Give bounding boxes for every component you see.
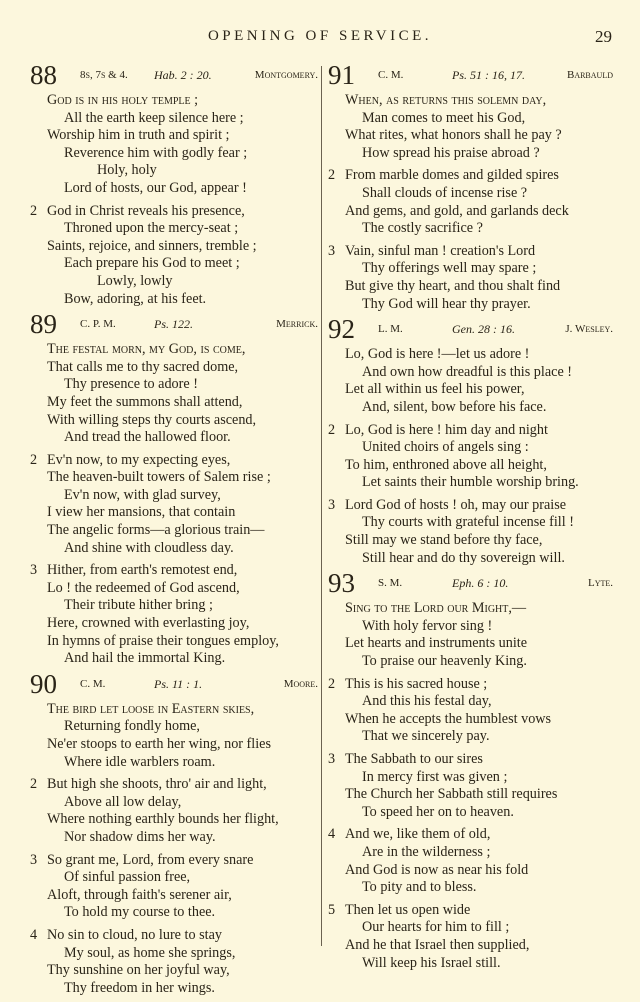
verse-line xyxy=(30,487,318,505)
verse-text: Where idle warblers roam. xyxy=(64,753,216,770)
verse-text: Thy freedom in her wings. xyxy=(64,979,215,996)
verse-text: And tread the hallowed floor. xyxy=(64,429,231,446)
verse-text: Saints, rejoice, and sinners, tremble ; xyxy=(47,237,257,254)
verse-line xyxy=(30,962,318,980)
verse-line xyxy=(328,532,613,550)
verse-line xyxy=(30,273,318,291)
hymn-number: 91 xyxy=(328,60,355,90)
stanza-number: 2 xyxy=(30,776,38,793)
hymn-author: J. Wesley. xyxy=(565,323,613,336)
stanza-number: 2 xyxy=(328,421,336,438)
verse-line xyxy=(328,243,613,261)
verse-text: So grant me, Lord, from every snare xyxy=(47,851,254,868)
verse-line xyxy=(328,514,613,532)
verse-text: And shine with cloudless day. xyxy=(64,539,234,556)
verse-text: And own how dreadful is this place ! xyxy=(362,363,573,380)
verse-line xyxy=(30,220,318,238)
verse-text: Lo, God is here !—let us adore ! xyxy=(345,346,530,363)
verse-line xyxy=(30,376,318,394)
verse-text: Thy offerings well may spare ; xyxy=(362,260,537,277)
running-head xyxy=(0,28,640,48)
verse-text: All the earth keep silence here ; xyxy=(64,109,244,126)
stanza-number: 2 xyxy=(30,202,38,219)
verse-text: Sing to the Lord our Might,— xyxy=(345,600,527,617)
hymn-author: Lyte. xyxy=(587,577,613,590)
verse-line xyxy=(30,754,318,772)
verse-text: My feet the summons shall attend, xyxy=(47,393,243,410)
verse-line xyxy=(30,869,318,887)
verse-line xyxy=(328,474,613,492)
stanza-number: 4 xyxy=(328,826,336,843)
verse-text: But give thy heart, and thou shalt find xyxy=(345,277,561,294)
verse-line xyxy=(30,110,318,128)
stanza xyxy=(328,751,613,821)
verse-line xyxy=(30,633,318,651)
verse-text: How spread his praise abroad ? xyxy=(362,144,540,161)
verse-text: Ev'n now, to my expecting eyes, xyxy=(47,451,231,468)
verse-line xyxy=(328,862,613,880)
verse-text: Aloft, through faith's serener air, xyxy=(47,886,232,903)
verse-text: No sin to cloud, no lure to stay xyxy=(47,926,222,943)
stanza xyxy=(30,927,318,997)
verse-line xyxy=(328,804,613,822)
verse-text: What rites, what honors shall he pay ? xyxy=(345,127,562,144)
verse-text: Thy presence to adore ! xyxy=(64,376,198,393)
verse-line xyxy=(328,635,613,653)
stanza-number: 3 xyxy=(30,562,38,579)
verse-text: To him, enthroned above all height, xyxy=(345,456,547,473)
verse-text: From marble domes and gilded spires xyxy=(345,167,559,184)
verse-line xyxy=(30,255,318,273)
verse-line xyxy=(30,394,318,412)
verse-line xyxy=(328,600,613,618)
verse-text: Let saints their humble worship bring. xyxy=(362,474,579,491)
running-title: OPENING OF SERVICE. xyxy=(207,28,433,44)
stanza xyxy=(30,776,318,846)
verse-line xyxy=(328,844,613,862)
verse-line xyxy=(30,359,318,377)
verse-line xyxy=(30,162,318,180)
verse-text: Holy, holy xyxy=(97,162,157,179)
verse-text: And we, like them of old, xyxy=(345,826,491,843)
verse-line xyxy=(328,676,613,694)
verse-line xyxy=(30,945,318,963)
verse-line xyxy=(30,794,318,812)
verse-line xyxy=(328,185,613,203)
verse-line xyxy=(328,364,613,382)
hymn-header xyxy=(30,60,318,92)
hymn-author: Moore. xyxy=(283,677,318,690)
verse-text: Returning fondly home, xyxy=(64,718,200,735)
scripture-reference: Ps. 51 : 16, 17. xyxy=(452,68,525,82)
verse-text: Then let us open wide xyxy=(345,901,471,918)
verse-line xyxy=(328,127,613,145)
verse-text: And hail the immortal King. xyxy=(64,650,226,667)
hymn-header xyxy=(328,568,613,600)
verse-text: I view her mansions, that contain xyxy=(47,504,236,521)
verse-text: And God is now as near his fold xyxy=(345,861,529,878)
hymn-number: 92 xyxy=(328,314,355,345)
verse-line xyxy=(328,145,613,163)
verse-text: Their tribute hither bring ; xyxy=(64,597,213,614)
verse-line xyxy=(30,238,318,256)
verse-line xyxy=(328,296,613,314)
verse-line xyxy=(30,776,318,794)
verse-line xyxy=(30,469,318,487)
verse-line xyxy=(30,718,318,736)
verse-text: Throned upon the mercy-seat ; xyxy=(64,220,239,237)
verse-text: Vain, sinful man ! creation's Lord xyxy=(345,242,536,259)
verse-text: Where nothing earthly bounds her flight, xyxy=(47,811,279,828)
verse-text: And this his festal day, xyxy=(362,693,492,710)
verse-line xyxy=(328,618,613,636)
hymn xyxy=(30,60,318,308)
stanza-number: 2 xyxy=(328,675,336,692)
verse-line xyxy=(328,653,613,671)
verse-line xyxy=(30,701,318,719)
verse-text: To speed her on to heaven. xyxy=(362,803,514,820)
stanza xyxy=(30,701,318,771)
stanza xyxy=(328,902,613,972)
verse-text: This is his sacred house ; xyxy=(345,675,488,692)
verse-line xyxy=(328,693,613,711)
verse-line xyxy=(328,346,613,364)
verse-line xyxy=(30,927,318,945)
verse-line xyxy=(328,278,613,296)
stanza xyxy=(328,346,613,416)
hymn xyxy=(328,60,613,313)
verse-text: With willing steps thy courts ascend, xyxy=(47,411,257,428)
stanza xyxy=(30,341,318,447)
column-divider xyxy=(321,66,322,946)
verse-text: And gems, and gold, and garlands deck xyxy=(345,202,569,219)
stanza-number: 3 xyxy=(328,242,336,259)
verse-text: My soul, as home she springs, xyxy=(64,944,236,961)
verse-line xyxy=(328,167,613,185)
verse-text: Shall clouds of incense rise ? xyxy=(362,184,528,201)
verse-text: Still hear and do thy sovereign will. xyxy=(362,549,565,566)
verse-text: Ne'er stoops to earth her wing, nor flies xyxy=(47,736,271,752)
verse-text: The Church her Sabbath still requires xyxy=(345,786,558,803)
hymn-meter: 8s, 7s & 4. xyxy=(80,69,128,81)
stanza xyxy=(328,167,613,237)
verse-line xyxy=(328,879,613,897)
verse-text: Let hearts and instruments unite xyxy=(345,635,528,652)
verse-text: United choirs of angels sing : xyxy=(362,439,529,456)
verse-line xyxy=(328,399,613,417)
verse-text: Thy sunshine on her joyful way, xyxy=(47,962,230,979)
verse-line xyxy=(30,887,318,905)
verse-line xyxy=(328,751,613,769)
verse-line xyxy=(328,550,613,568)
verse-line xyxy=(328,381,613,399)
hymn-meter: C. M. xyxy=(378,69,404,81)
stanza xyxy=(328,243,613,313)
stanza xyxy=(328,497,613,567)
verse-text: Let all within us feel his power, xyxy=(345,381,525,398)
hymn-author: Montgomery. xyxy=(254,69,318,81)
stanza xyxy=(328,676,613,746)
verse-line xyxy=(328,826,613,844)
stanza-number: 3 xyxy=(328,751,336,767)
scripture-reference: Ps. 11 : 1. xyxy=(154,676,203,691)
verse-line xyxy=(328,937,613,955)
hymn-header xyxy=(30,668,318,701)
verse-text: In mercy first was given ; xyxy=(362,768,508,785)
stanza xyxy=(30,452,318,558)
hymn-meter: S. M. xyxy=(378,577,403,590)
hymn-author: Merrick. xyxy=(276,318,318,331)
hymn-number: 93 xyxy=(328,568,355,599)
verse-line xyxy=(328,786,613,804)
verse-text: The festal morn, my God, is come, xyxy=(47,341,246,358)
hymn-author: Barbauld xyxy=(566,69,613,81)
verse-text: To praise our heavenly King. xyxy=(362,653,527,670)
verse-text: The Sabbath to our sires xyxy=(345,751,483,767)
verse-line xyxy=(30,650,318,668)
verse-text: That calls me to thy sacred dome, xyxy=(47,358,239,375)
verse-text: Hither, from earth's remotest end, xyxy=(47,562,238,579)
verse-line xyxy=(328,220,613,238)
verse-line xyxy=(30,412,318,430)
verse-text: God in Christ reveals his presence, xyxy=(47,202,245,219)
stanza-number: 3 xyxy=(328,496,336,513)
scripture-reference: Gen. 28 : 16. xyxy=(452,322,515,337)
verse-text: To pity and to bless. xyxy=(362,879,477,896)
hymn-meter: C. M. xyxy=(80,677,106,690)
verse-text: Reverence him with godly fear ; xyxy=(64,144,248,161)
hymn xyxy=(328,314,613,567)
verse-text: The bird let loose in Eastern skies, xyxy=(47,700,255,717)
stanza xyxy=(30,852,318,922)
stanza-number: 5 xyxy=(328,901,336,918)
verse-text: And he that Israel then supplied, xyxy=(345,936,530,953)
verse-text: Bow, adoring, at his feet. xyxy=(64,290,207,307)
hymn-meter: L. M. xyxy=(378,323,403,336)
stanza xyxy=(328,600,613,670)
verse-line xyxy=(328,728,613,746)
verse-line xyxy=(328,260,613,278)
stanza xyxy=(328,92,613,162)
verse-text: Are in the wilderness ; xyxy=(362,843,491,860)
verse-text: Lo ! the redeemed of God ascend, xyxy=(47,579,240,596)
verse-text: Nor shadow dims her way. xyxy=(64,828,216,845)
scripture-reference: Hab. 2 : 20. xyxy=(154,68,212,82)
verse-text: Above all low delay, xyxy=(64,793,182,810)
verse-line xyxy=(30,580,318,598)
verse-line xyxy=(328,955,613,973)
verse-line xyxy=(328,110,613,128)
hymn-number: 88 xyxy=(30,60,57,90)
verse-line xyxy=(30,127,318,145)
stanza-number: 2 xyxy=(328,167,336,184)
hymn xyxy=(30,309,318,668)
verse-line xyxy=(30,597,318,615)
hymn xyxy=(30,668,318,998)
verse-line xyxy=(328,497,613,515)
stanza-number: 2 xyxy=(30,451,38,468)
verse-text: The costly sacrifice ? xyxy=(362,220,483,237)
verse-line xyxy=(328,919,613,937)
verse-line xyxy=(328,92,613,110)
hymn-header xyxy=(328,314,613,346)
verse-line xyxy=(30,291,318,309)
verse-line xyxy=(30,145,318,163)
verse-line xyxy=(30,203,318,221)
verse-line xyxy=(30,341,318,359)
verse-text: God is in his holy temple ; xyxy=(47,92,199,108)
scripture-reference: Ps. 122. xyxy=(154,317,193,332)
verse-text: When, as returns this solemn day, xyxy=(345,92,547,108)
verse-line xyxy=(30,980,318,998)
left-column xyxy=(30,60,318,1002)
verse-line xyxy=(30,540,318,558)
verse-text: Still may we stand before thy face, xyxy=(345,532,543,549)
verse-line xyxy=(30,522,318,540)
hymn-header xyxy=(30,309,318,341)
hymn-number: 89 xyxy=(30,309,57,340)
page-number: 29 xyxy=(595,27,612,46)
verse-text: Each prepare his God to meet ; xyxy=(64,255,240,272)
verse-text: In hymns of praise their tongues employ, xyxy=(47,632,279,649)
scripture-reference: Eph. 6 : 10. xyxy=(452,576,509,591)
verse-line xyxy=(30,429,318,447)
verse-line xyxy=(30,92,318,110)
verse-line xyxy=(328,457,613,475)
stanza xyxy=(30,92,318,198)
hymn-meter: C. P. M. xyxy=(80,318,116,331)
verse-line xyxy=(30,452,318,470)
stanza xyxy=(328,422,613,492)
stanza-number: 3 xyxy=(30,851,38,868)
verse-line xyxy=(30,904,318,922)
verse-text: Thy God will hear thy prayer. xyxy=(362,295,531,312)
verse-line xyxy=(30,180,318,198)
verse-text: Our hearts for him to fill ; xyxy=(362,919,510,936)
verse-line xyxy=(328,769,613,787)
stanza xyxy=(30,203,318,309)
verse-line xyxy=(328,711,613,729)
verse-line xyxy=(30,811,318,829)
verse-text: When he accepts the humblest vows xyxy=(345,710,552,727)
verse-text: Man comes to meet his God, xyxy=(362,109,526,126)
verse-text: Lord of hosts, our God, appear ! xyxy=(64,179,247,196)
verse-text: And, silent, bow before his face. xyxy=(362,398,547,415)
verse-text: Thy courts with grateful incense fill ! xyxy=(362,514,574,531)
stanza-number: 4 xyxy=(30,926,38,943)
hymn-header xyxy=(328,60,613,92)
verse-text: The angelic forms—a glorious train— xyxy=(47,522,265,539)
verse-line xyxy=(30,562,318,580)
right-column xyxy=(328,60,613,977)
verse-line xyxy=(30,504,318,522)
verse-line xyxy=(30,736,318,754)
verse-text: Ev'n now, with glad survey, xyxy=(64,486,221,503)
verse-line xyxy=(30,615,318,633)
stanza xyxy=(30,562,318,668)
verse-text: That we sincerely pay. xyxy=(362,728,490,745)
verse-text: Lowly, lowly xyxy=(97,272,173,289)
hymn xyxy=(328,568,613,972)
verse-text: Worship him in truth and spirit ; xyxy=(47,127,230,144)
verse-line xyxy=(30,829,318,847)
verse-line xyxy=(328,422,613,440)
verse-text: The heaven-built towers of Salem rise ; xyxy=(47,469,271,486)
verse-line xyxy=(30,852,318,870)
verse-text: Here, crowned with everlasting joy, xyxy=(47,615,250,632)
verse-text: But high she shoots, thro' air and light, xyxy=(47,776,267,793)
hymn-number: 90 xyxy=(30,668,57,699)
stanza xyxy=(328,826,613,896)
verse-line xyxy=(328,439,613,457)
verse-line xyxy=(328,203,613,221)
verse-text: Lord God of hosts ! oh, may our praise xyxy=(345,496,567,513)
verse-text: Will keep his Israel still. xyxy=(362,954,501,971)
verse-text: To hold my course to thee. xyxy=(64,904,216,921)
verse-text: With holy fervor sing ! xyxy=(362,617,493,634)
verse-text: Of sinful passion free, xyxy=(64,869,191,886)
verse-line xyxy=(328,902,613,920)
verse-text: Lo, God is here ! him day and night xyxy=(345,421,548,438)
